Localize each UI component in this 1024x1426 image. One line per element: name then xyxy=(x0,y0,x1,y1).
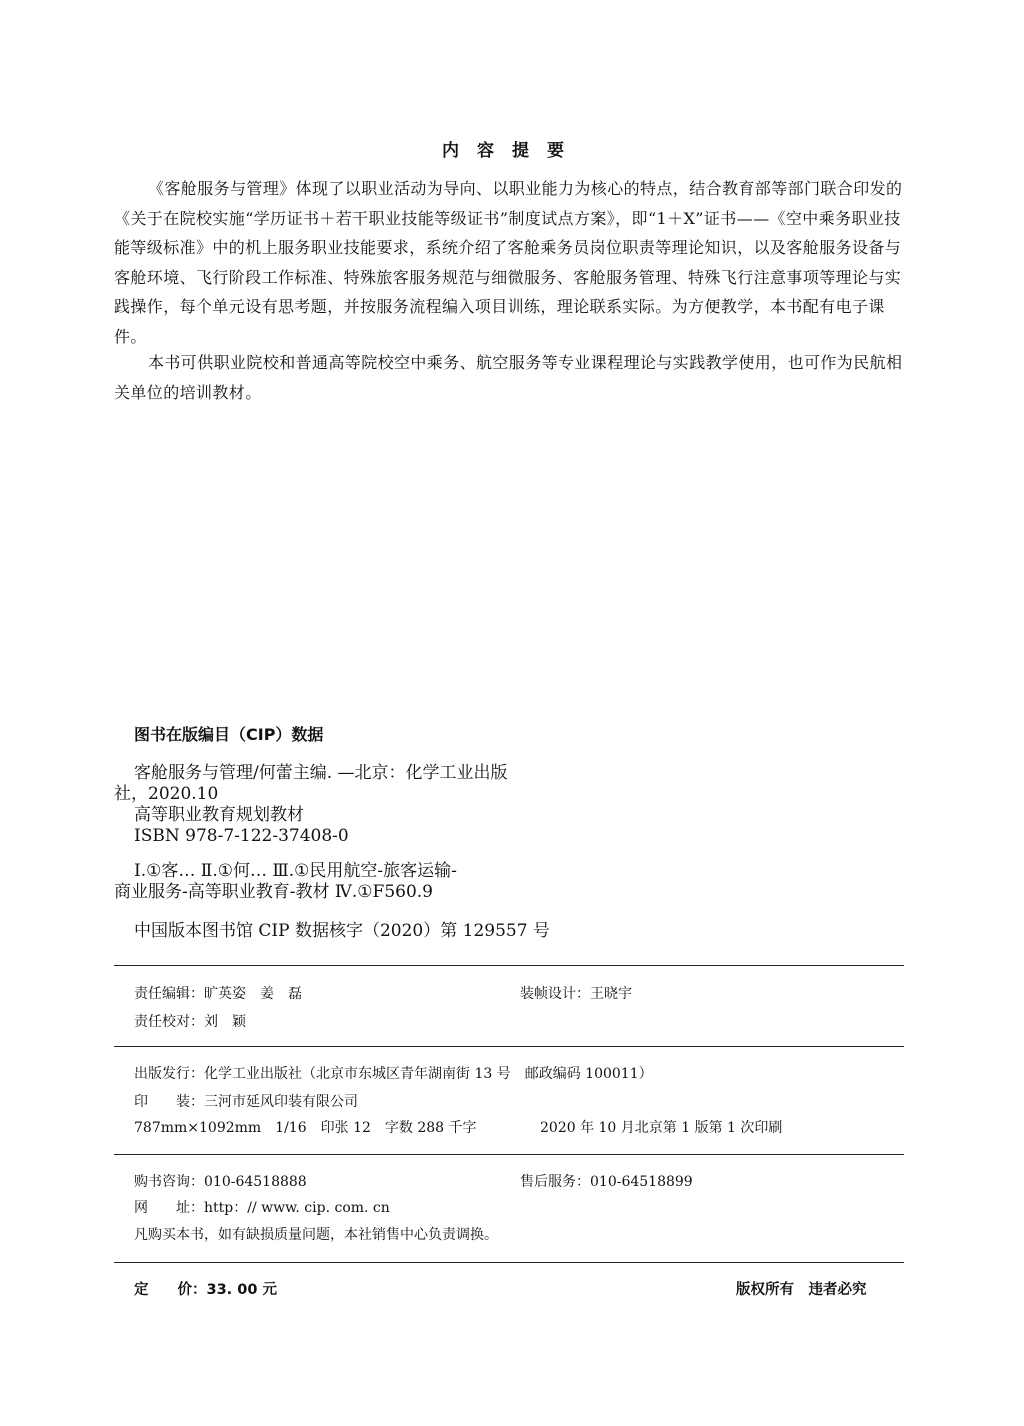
cip-line: 客舱服务与管理/何蕾主编. —北京：化学工业出版 xyxy=(134,763,508,783)
divider xyxy=(114,1154,904,1155)
editor-label: 责任编辑： xyxy=(134,986,204,1002)
divider xyxy=(114,1046,904,1047)
summary-paragraph-1-text: 《客舱服务与管理》体现了以职业活动为导向、以职业能力为核心的特点，结合教育部等部门联合印发的《关于在院校实施“学历证书＋若干职业技能等级证书”制度试点方案》，即“1＋X”证书——《空中乘务职业技能等级标准》中的机上服务职业技能要求，系统介绍了客舱乘务员岗位职责等理论知识，以及客舱服务设备与客舱环境、飞行阶段工作标准、特殊旅客服务规范与细微服务、客舱服务管理、特殊飞行注意事项等理论与实践操作，每个单元设有思考题，并按服务流程编入项目训练，理论联系实际。为方便教学，本书配有电子课件。 xyxy=(114,179,903,346)
cip-line: 商业服务-高等职业教育-教材 Ⅳ.①F560.9 xyxy=(114,882,433,902)
publisher-value: 化学工业出版社（北京市东城区青年湖南街 13 号 邮政编码 100011） xyxy=(204,1066,653,1082)
summary-paragraph-1 xyxy=(114,174,909,351)
proof-row xyxy=(134,1012,246,1032)
proof-value: 刘 颖 xyxy=(204,1014,246,1030)
cip-line: 高等职业教育规划教材 xyxy=(134,805,304,825)
divider xyxy=(114,965,904,966)
cip-block-1 xyxy=(114,763,508,847)
price-label: 定 价： xyxy=(134,1282,207,1298)
printer-row xyxy=(134,1092,358,1112)
print-specs: 787mm×1092mm 1/16 印张 12 字数 288 千字 xyxy=(134,1120,477,1136)
cip-block-3 xyxy=(114,921,550,942)
summary-paragraph-2-text: 本书可供职业院校和普通高等院校空中乘务、航空服务等专业课程理论与实践教学使用，也可作为民航相关单位的培训教材。 xyxy=(114,353,903,402)
website-url: http：// www. cip. com. cn xyxy=(204,1200,390,1216)
service-label: 售后服务： xyxy=(520,1174,590,1190)
editor-row xyxy=(134,984,302,1004)
proof-label: 责任校对： xyxy=(134,1014,204,1030)
design-value: 王晓宇 xyxy=(590,986,632,1002)
printer-label: 印 装： xyxy=(134,1094,204,1110)
price-value: 33. 00 元 xyxy=(206,1282,277,1298)
edition-info: 2020 年 10 月北京第 1 版第 1 次印刷 xyxy=(540,1120,783,1136)
price-row xyxy=(134,1280,277,1300)
cip-heading: 图书在版编目（CIP）数据 xyxy=(134,725,324,744)
replacement-notice: 凡购买本书，如有缺损质量问题，本社销售中心负责调换。 xyxy=(134,1227,498,1243)
cip-line: 社，2020.10 xyxy=(114,784,219,804)
design-label: 装帧设计： xyxy=(520,986,590,1002)
editor-value: 旷英姿 姜 磊 xyxy=(204,986,302,1002)
publisher-row xyxy=(134,1064,653,1084)
page-title: 内容提要 xyxy=(442,141,582,161)
buy-row xyxy=(134,1172,307,1192)
website-label: 网 址： xyxy=(134,1200,204,1216)
specs-row xyxy=(134,1118,477,1138)
cip-line: ISBN 978-7-122-37408-0 xyxy=(134,826,349,846)
cip-block-2 xyxy=(114,861,457,903)
copyright-notice: 版权所有 违者必究 xyxy=(736,1282,867,1298)
cip-line: Ⅰ.①客… Ⅱ.①何… Ⅲ.①民用航空-旅客运输- xyxy=(134,861,457,881)
cip-record-number: 中国版本图书馆 CIP 数据核字（2020）第 129557 号 xyxy=(134,921,550,941)
edition-row xyxy=(540,1118,782,1138)
service-phone: 010-64518899 xyxy=(590,1174,693,1190)
buy-label: 购书咨询： xyxy=(134,1174,204,1190)
website-row xyxy=(134,1198,390,1218)
divider xyxy=(114,1262,904,1263)
printer-value: 三河市延风印装有限公司 xyxy=(204,1094,358,1110)
publisher-label: 出版发行： xyxy=(134,1066,204,1082)
summary-paragraph-2 xyxy=(114,348,909,407)
buy-phone: 010-64518888 xyxy=(204,1174,307,1190)
design-row xyxy=(520,984,632,1004)
notice-row xyxy=(134,1225,498,1245)
service-row xyxy=(520,1172,693,1192)
